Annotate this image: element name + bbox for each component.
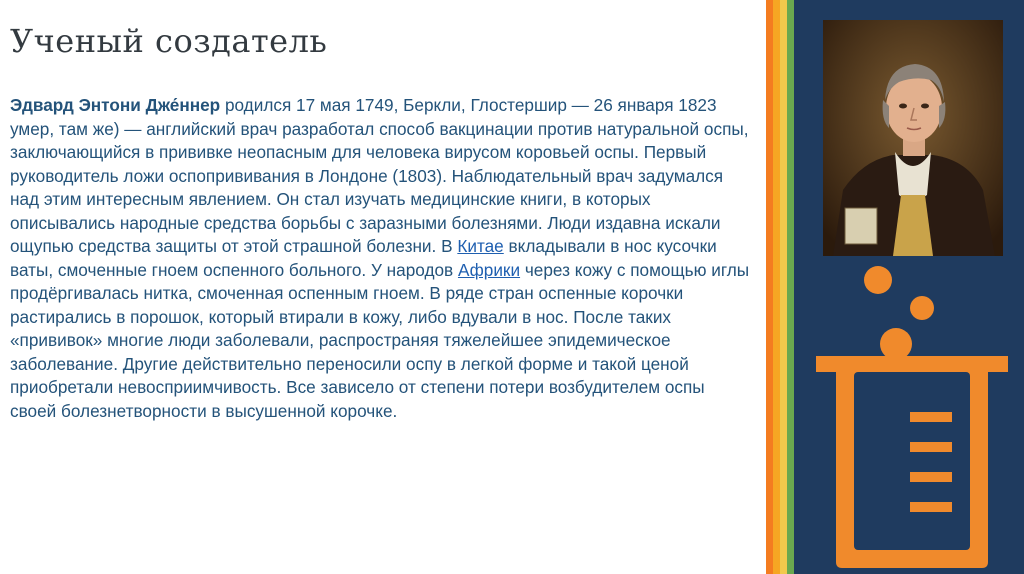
beaker-icon — [812, 256, 1012, 574]
text-part-3: через кожу с помощью иглы продёргивалась нитка, смоченная оспенным гноем. В ряде стран оспенные корочки растирались в порошок, который втирали в кожу, либо вдували в нос. После таких «прививок» многие люди заболевали, распространяя тяжелейшее эпидемическое заболевание. Другие действительно переносили оспу в легкой форме и такой ценой приобретали невосприимчивость. Все зависело от степени потери возбудителем оспы своей болезнетворности в высушенной корочке. — [10, 259, 750, 421]
stripe-green — [787, 0, 794, 574]
link-china[interactable]: Китае — [457, 236, 504, 256]
stripe-orange — [766, 0, 773, 574]
decorative-stripes — [766, 0, 794, 574]
link-africa[interactable]: Африки — [457, 259, 521, 280]
slide-title: Ученый создатель — [10, 22, 328, 60]
text-part-2: вкладывали в нос кусочки ваты, смоченные гноем оспенного больного. У народов — [10, 236, 717, 280]
stripe-yellow — [780, 0, 787, 574]
text-part-1: родился 17 мая 1749, Беркли, Глостершир — 26 января 1823 умер, там же) — английский врач разработал способ вакцинации против натуральной оспы, заключающийся в прививке неопасным для человека вирусом коровьей оспы. Первый руководитель ложи оспопрививания в Лондоне (1803). Наблюдательный врач задумался над этим интересным явлением. Он стал изучать медицинские книги, в которых описывались народные средства борьбы с заразными болезнями. Люди издавна искали ощупью средства защиты от этой страшной болезни. В — [10, 95, 749, 256]
portrait-image — [823, 20, 1003, 256]
stripe-amber — [773, 0, 780, 574]
body-paragraph — [10, 94, 755, 423]
person-name: Эдвард Энтони Дже́ннер — [10, 95, 221, 115]
